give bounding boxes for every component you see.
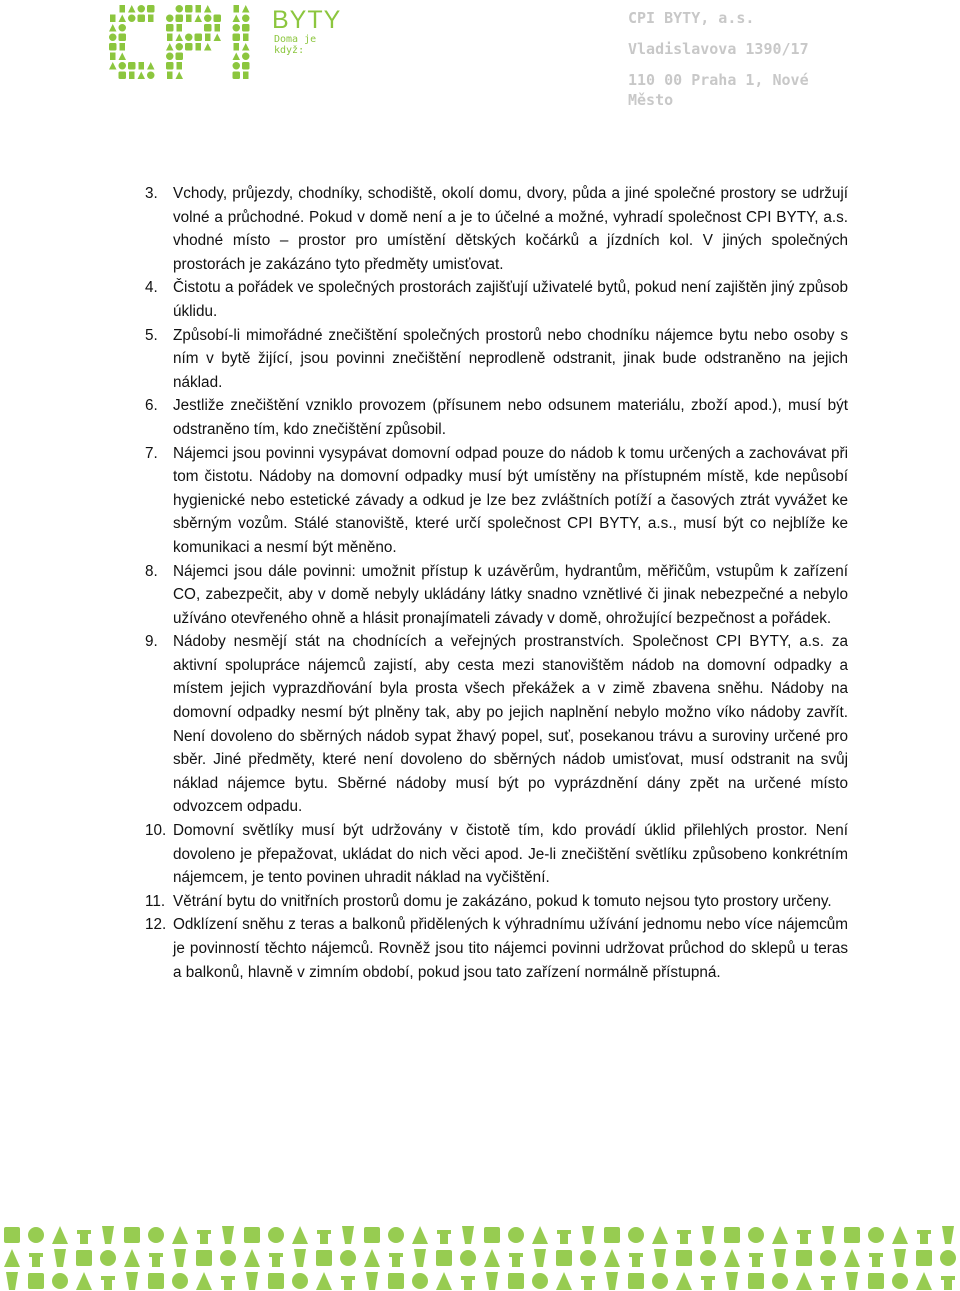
- footer-tile: [4, 1249, 20, 1267]
- logo-tile: [242, 24, 250, 32]
- rule-number: 6.: [145, 397, 158, 415]
- logo-tile: [147, 5, 155, 13]
- footer-tile: [342, 1226, 354, 1244]
- footer-tile: [317, 1230, 331, 1244]
- rule-number: 12.: [145, 916, 167, 934]
- logo-tile: [204, 15, 212, 23]
- footer-tile: [916, 1250, 932, 1266]
- rule-text: Jestliže znečištění vzniklo provozem (přísunem nebo odsunem materiálu, zboží apod.), musí být odstraněno tím, kdo znečištění způsobil.: [173, 397, 848, 438]
- footer-tile: [292, 1273, 308, 1289]
- footer-tile: [604, 1227, 620, 1243]
- footer-tile: [702, 1226, 714, 1244]
- footer-tile: [821, 1276, 835, 1290]
- footer-tile: [76, 1250, 92, 1266]
- footer-tile: [148, 1227, 164, 1243]
- logo-tile: [233, 62, 241, 70]
- footer-tile: [606, 1272, 618, 1290]
- footer-tile: [796, 1250, 812, 1266]
- rule-number: 7.: [145, 444, 158, 462]
- footer-tile: [316, 1250, 332, 1266]
- logo-tile: [166, 43, 174, 51]
- footer-tile: [436, 1272, 452, 1290]
- footer-tile: [677, 1230, 691, 1244]
- footer-tile: [557, 1230, 571, 1244]
- footer-tile: [197, 1230, 211, 1244]
- footer-tile: [892, 1273, 908, 1289]
- rule-number: 9.: [145, 633, 158, 651]
- logo-tile: [234, 43, 240, 51]
- rule-number: 5.: [145, 326, 158, 344]
- rule-text: Nájemci jsou povinni vysypávat domovní odpad pouze do nádob k tomu určených a zachovávat při tom čistotu. Nádoby na domovní odpadky musí být umístěny na přístupném místě, kde nepůsobí hygienické nebo estetické závady a odkud je lze bez zvláštních potíží a časových ztrát vyvážet ke sběrným vozům. Stálé stanoviště, které určí společnost CPI BYTY, a.s., musí být co nejblíže ke komunikaci a nesmí být měněno.: [173, 444, 848, 556]
- footer-tile: [700, 1250, 716, 1266]
- rule-text: Větrání bytu do vnitřních prostorů domu je zakázáno, pokud k tomuto nejsou tyto prostory určeny.: [173, 892, 832, 910]
- logo-tile: [177, 62, 183, 70]
- logo-tile: [177, 24, 183, 32]
- logo-tile: [242, 53, 250, 61]
- footer-tile: [654, 1249, 666, 1267]
- footer-tile: [532, 1273, 548, 1289]
- logo-tile: [195, 34, 203, 42]
- rule-item: [145, 442, 848, 560]
- footer-tile: [341, 1276, 355, 1290]
- footer-tile: [364, 1227, 380, 1243]
- logo-tile: [109, 62, 117, 70]
- footer-tile: [388, 1227, 404, 1243]
- rule-text: Odklízení sněhu z teras a balkonů přidělených k výhradnímu užívání jednomu nebo více nájemcům je povinností těchto nájemců. Rovněž jsou tito nájemci povinni udržovat průchod do sklepů u teras a balkonů, hlavně v zimním období, pokud jsou tato zařízení normálně přístupná.: [173, 916, 848, 981]
- logo-tile: [128, 5, 136, 13]
- logo-tile: [138, 15, 146, 23]
- logo-tile: [176, 72, 184, 80]
- footer-tile: [174, 1249, 186, 1267]
- logo-tile: [233, 34, 241, 42]
- footer-tile: [52, 1226, 68, 1244]
- footer-tile: [508, 1227, 524, 1243]
- footer-tile: [102, 1226, 114, 1244]
- footer-tile: [628, 1227, 644, 1243]
- footer-tile: [246, 1272, 258, 1290]
- footer-tile: [892, 1226, 908, 1244]
- logo-tile: [147, 72, 155, 80]
- rules-list: [145, 182, 848, 984]
- footer-tile: [652, 1273, 668, 1289]
- footer-tile: [462, 1226, 474, 1244]
- footer-tile: [868, 1227, 884, 1243]
- footer-tile: [294, 1249, 306, 1267]
- footer-tile: [726, 1272, 738, 1290]
- logo-tile: [176, 15, 184, 23]
- footer-tile: [581, 1276, 595, 1290]
- logo-tile: [129, 72, 135, 80]
- logo-tile: [128, 15, 136, 23]
- footer-tile: [437, 1230, 451, 1244]
- rule-number: 8.: [145, 562, 158, 580]
- rule-text: Nájemci jsou dále povinni: umožnit přístup k uzávěrům, hydrantům, měřičům, vstupům k zařízení CO, zabezpečit, aby v domě nebyly ukládány látky snadno vznětlivé či jinak nebezpečné a nebylo užíváno otevřeného ohně a hlásit pronajímateli závady v domě, ohrožující bezpečnost a pořádek.: [173, 562, 848, 627]
- footer-tile: [869, 1253, 883, 1267]
- footer-tile: [461, 1276, 475, 1290]
- footer-tile: [772, 1226, 788, 1244]
- footer-tile: [822, 1226, 834, 1244]
- logo-tile: [138, 72, 146, 80]
- footer-tile: [172, 1273, 188, 1289]
- footer-tile: [436, 1250, 452, 1266]
- logo-tile: [185, 5, 193, 13]
- logo-tile: [214, 34, 222, 42]
- footer-tile: [628, 1273, 644, 1289]
- footer-tile: [76, 1272, 92, 1290]
- footer-tile: [676, 1250, 692, 1266]
- company-street: Vladislavova 1390/17: [628, 40, 809, 58]
- footer-tile: [629, 1253, 643, 1267]
- footer-tile: [124, 1249, 140, 1267]
- company-address-block: [628, 8, 848, 109]
- logo-tile: [119, 34, 127, 42]
- footer-tile: [484, 1249, 500, 1267]
- footer-tile: [221, 1276, 235, 1290]
- footer-tile: [101, 1276, 115, 1290]
- footer-tile: [724, 1227, 740, 1243]
- logo-tile: [176, 5, 184, 13]
- rule-number: 4.: [145, 279, 158, 297]
- footer-tile: [846, 1272, 858, 1290]
- footer-tile: [556, 1250, 572, 1266]
- footer-tile: [124, 1227, 140, 1243]
- logo-tile-mosaic: [108, 4, 268, 80]
- logo-slogan: Doma je když:: [274, 34, 317, 56]
- logo-tile: [109, 34, 117, 42]
- rule-number: 10.: [145, 822, 167, 840]
- footer-tile: [28, 1227, 44, 1243]
- footer-tile: [222, 1226, 234, 1244]
- logo-tile: [186, 15, 192, 23]
- footer-tile: [604, 1249, 620, 1267]
- logo-tile: [242, 5, 250, 13]
- footer-tile: [412, 1273, 428, 1289]
- logo-tile: [243, 34, 249, 42]
- footer-tile: [100, 1250, 116, 1266]
- rule-item: [145, 276, 848, 323]
- footer-tile: [534, 1249, 546, 1267]
- footer-tile: [366, 1272, 378, 1290]
- footer-tile: [724, 1249, 740, 1267]
- footer-tile: [942, 1226, 954, 1244]
- logo-tile: [176, 34, 184, 42]
- footer-tile: [388, 1273, 404, 1289]
- footer-tile: [292, 1226, 308, 1244]
- footer-tile: [774, 1249, 786, 1267]
- rule-item: [145, 560, 848, 631]
- logo-tile: [233, 24, 241, 32]
- rule-text: Čistotu a pořádek ve společných prostorách zajišťují uživatelé bytů, pokud není zajištěn jiný způsob úklidu.: [173, 279, 848, 320]
- logo-tile: [119, 72, 127, 80]
- footer-tile: [917, 1230, 931, 1244]
- logo-tile: [214, 15, 222, 23]
- logo-tile: [204, 5, 212, 13]
- rule-item: [145, 913, 848, 984]
- logo-tile: [166, 53, 174, 61]
- footer-tile: [749, 1253, 763, 1267]
- logo-tile: [234, 5, 240, 13]
- footer-tile: [196, 1272, 212, 1290]
- logo-tile: [120, 43, 126, 51]
- footer-tile: [28, 1273, 44, 1289]
- footer-tile: [412, 1226, 428, 1244]
- rule-number: 11.: [145, 892, 166, 910]
- logo-tile: [109, 24, 117, 32]
- logo-tile: [233, 72, 241, 80]
- footer-tile: [509, 1253, 523, 1267]
- footer-tile: [148, 1273, 164, 1289]
- footer-tile: [126, 1272, 138, 1290]
- footer-tile: [196, 1250, 212, 1266]
- footer-tile: [748, 1273, 764, 1289]
- company-name: CPI BYTY, a.s.: [628, 9, 755, 27]
- footer-tile: [820, 1250, 836, 1266]
- footer-tile: [172, 1226, 188, 1244]
- footer-tile: [484, 1227, 500, 1243]
- footer-tile: [532, 1226, 548, 1244]
- footer-tile: [52, 1273, 68, 1289]
- logo-tile: [166, 62, 174, 70]
- logo-tile: [166, 24, 174, 32]
- logo-tile: [242, 62, 250, 70]
- footer-tile: [149, 1253, 163, 1267]
- logo-tile: [233, 53, 241, 61]
- footer-tile: [868, 1273, 884, 1289]
- rule-item: [145, 324, 848, 395]
- logo-tile: [204, 24, 212, 32]
- logo-tile: [243, 72, 249, 80]
- footer-tile: [556, 1272, 572, 1290]
- company-city: 110 00 Praha 1, Nové Město: [628, 71, 809, 109]
- rule-text: Vchody, průjezdy, chodníky, schodiště, okolí domu, dvory, půda a jiné společné prostory se udržují volné a průchodné. Pokud v domě není a je to účelné a možné, vyhradí společnost CPI BYTY, a.s. vhodné místo – prostor pro umístění dětských kočárků a jízdních kol. V jiných společných prostorách je zakázáno tyto předměty umisťovat.: [173, 185, 848, 273]
- footer-tile: [269, 1253, 283, 1267]
- footer-tile: [797, 1230, 811, 1244]
- footer-tile: [268, 1227, 284, 1243]
- footer-tile: [844, 1249, 860, 1267]
- logo-tile: [205, 34, 211, 42]
- footer-tile: [844, 1227, 860, 1243]
- footer-tile: [940, 1250, 956, 1266]
- logo-tile: [138, 5, 146, 13]
- rule-text: Způsobí-li mimořádné znečištění společných prostorů nebo chodníku nájemce bytu nebo osoby s ním v bytě žijící, jsou povinni znečištění neprodleně odstranit, jinak bude odstraněno na jejich náklad.: [173, 326, 848, 391]
- footer-tile: [486, 1272, 498, 1290]
- footer-tile: [4, 1227, 20, 1243]
- footer-tile: [508, 1273, 524, 1289]
- logo-tile: [166, 15, 174, 23]
- logo-tile: [242, 15, 250, 23]
- rule-item: [145, 182, 848, 276]
- footer-tile: [77, 1230, 91, 1244]
- logo-tile: [176, 43, 184, 51]
- footer-tile: [580, 1250, 596, 1266]
- footer-tile: [389, 1253, 403, 1267]
- footer-tile: [460, 1250, 476, 1266]
- logo-tile: [233, 15, 241, 23]
- logo-tile: [196, 43, 202, 51]
- logo-tile: [196, 5, 202, 13]
- logo-tile: [148, 15, 154, 23]
- logo-tile: [110, 53, 116, 61]
- footer-tile: [941, 1276, 955, 1290]
- footer-tile: [220, 1250, 236, 1266]
- logo-tile: [185, 43, 193, 51]
- rule-item: [145, 630, 848, 819]
- logo-byty-text: BYTY: [272, 6, 342, 34]
- footer-tile: [701, 1276, 715, 1290]
- footer-tile: [652, 1226, 668, 1244]
- logo-tile: [119, 15, 127, 23]
- footer-tile: [268, 1273, 284, 1289]
- logo-tile: [139, 62, 145, 70]
- rule-item: [145, 394, 848, 441]
- logo-tile: [110, 15, 116, 23]
- footer-tile: [676, 1272, 692, 1290]
- footer-tile: [340, 1250, 356, 1266]
- footer-tile: [29, 1253, 43, 1267]
- rule-item: [145, 819, 848, 890]
- company-logo: [108, 4, 348, 80]
- logo-tile: [176, 53, 184, 61]
- footer-tile: [582, 1226, 594, 1244]
- rule-text: Nádoby nesmějí stát na chodnících a veřejných prostranstvích. Společnost CPI BYTY, a.s. za aktivní spolupráce nájemců zajistí, aby cesta mezi stanovištěm nádob na domovní odpadky a místem jejich vyprazdňování byla prosta všech překážek a v zimě zbavena sněhu. Nádoby na domovní odpadky nesmí být plněny tak, aby po jejich naplnění nebylo možno víko nádoby zavřít. Není dovoleno do sběrných nádob sypat žhavý popel, suť, posekanou trávu a suroviny určené pro sběr. Jiné předměty, které není dovoleno do sběrných nádob umisťovat, musí odstranit na svůj náklad nájemce bytu. Sběrné nádoby musí být po vyprázdnění dány zpět na určené místo odvozcem odpadu.: [173, 633, 848, 816]
- logo-tile: [119, 24, 127, 32]
- footer-tile: [916, 1272, 932, 1290]
- logo-tile: [242, 43, 250, 51]
- logo-tile: [185, 34, 193, 42]
- logo-tile: [147, 62, 155, 70]
- rule-number: 3.: [145, 185, 158, 202]
- rule-text: Domovní světlíky musí být udržovány v čistotě tím, kdo provádí úklid přilehlých prostor. Není dovoleno je přepažovat, ukládat do nich věci apod. Je-li znečištění světlíku způsobeno konkrétním nájemcem, je tento povinen uhradit náklad na vyčištění.: [173, 822, 848, 887]
- footer-tile: [244, 1227, 260, 1243]
- logo-tile: [120, 5, 126, 13]
- footer-tile: [772, 1273, 788, 1289]
- footer-tile: [414, 1249, 426, 1267]
- footer-tile: [54, 1249, 66, 1267]
- footer-tile: [244, 1249, 260, 1267]
- footer-tile: [6, 1272, 18, 1290]
- footer-tile: [364, 1249, 380, 1267]
- logo-tile: [119, 62, 127, 70]
- footer-tile: [316, 1272, 332, 1290]
- footer-tile: [894, 1249, 906, 1267]
- logo-tile: [215, 24, 221, 32]
- logo-tile: [109, 43, 117, 51]
- logo-tile: [204, 43, 212, 51]
- footer-tile: [748, 1227, 764, 1243]
- footer-pattern: [0, 1222, 960, 1291]
- footer-tile: [796, 1272, 812, 1290]
- logo-tile: [167, 72, 173, 80]
- logo-tile: [167, 34, 173, 42]
- logo-tile: [195, 15, 203, 23]
- logo-tile: [119, 53, 127, 61]
- logo-tile: [128, 62, 136, 70]
- rule-item: [145, 890, 848, 914]
